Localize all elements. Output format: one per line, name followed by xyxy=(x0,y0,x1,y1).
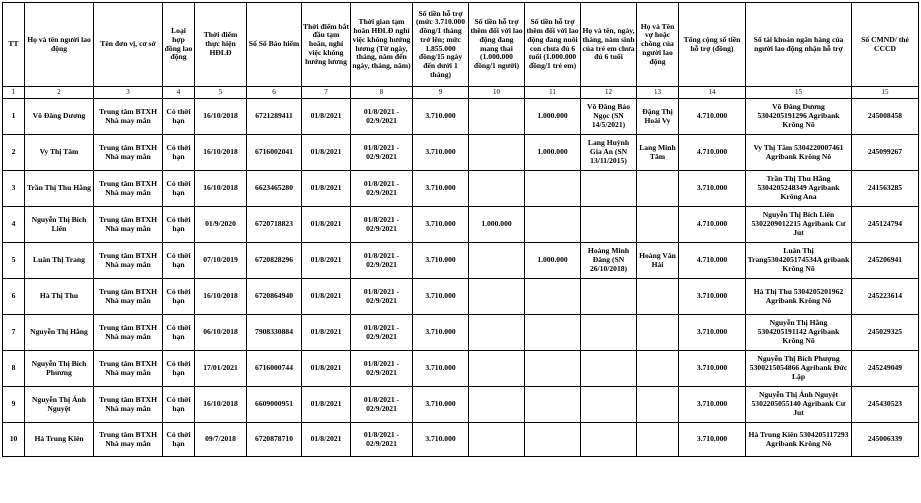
cell-pause-period: 01/8/2021 - 02/9/2021 xyxy=(351,423,413,457)
cell-pause-start: 01/8/2021 xyxy=(302,99,351,135)
table-row xyxy=(3,207,919,243)
cell-unit: Trung tâm BTXH Nhà may mắn xyxy=(94,387,163,423)
cell-total: 3.710.000 xyxy=(679,351,746,387)
cell-tt: 5 xyxy=(3,243,25,279)
cell-start: 07/10/2019 xyxy=(195,243,247,279)
cell-child xyxy=(581,171,637,207)
cell-bank: Nguyễn Thị Ánh Nguyệt 5302205055140 Agribank Cư Jut xyxy=(746,387,852,423)
cell-bank: Trần Thị Thu Hằng 5304205248349 Agribank Krông Ana xyxy=(746,171,852,207)
cell-tt: 8 xyxy=(3,351,25,387)
cell-pause-start: 01/8/2021 xyxy=(302,315,351,351)
cell-bank: Nguyễn Thị Bích Phượng 5300215054866 Agribank Đức Lập xyxy=(746,351,852,387)
cell-total: 3.710.000 xyxy=(679,279,746,315)
cell-tt: 1 xyxy=(3,99,25,135)
cell-spouse xyxy=(637,207,679,243)
table-row xyxy=(3,351,919,387)
cell-start: 01/9/2020 xyxy=(195,207,247,243)
header-cell-child-support: Số tiền hỗ trợ thêm đối với lao động đang nuôi con chưa đủ 6 tuổi (1.000.000 đồng/1 trẻ em) xyxy=(525,3,581,87)
cell-tt: 10 xyxy=(3,423,25,457)
cell-tt: 2 xyxy=(3,135,25,171)
cell-unit: Trung tâm BTXH Nhà may mắn xyxy=(94,315,163,351)
cell-total: 4.710.000 xyxy=(679,243,746,279)
cell-child-support xyxy=(525,207,581,243)
cell-tt: 9 xyxy=(3,387,25,423)
cell-pause-period: 01/8/2021 - 02/9/2021 xyxy=(351,207,413,243)
cell-unit: Trung tâm BTXH Nhà may mắn xyxy=(94,171,163,207)
cell-start: 16/10/2018 xyxy=(195,279,247,315)
table-row xyxy=(3,243,919,279)
cell-pause-start: 01/8/2021 xyxy=(302,135,351,171)
cell-child-support xyxy=(525,387,581,423)
cell-insurance: 6609000951 xyxy=(247,387,302,423)
header-cell-id-card: Số CMND/ thẻ CCCD xyxy=(852,3,919,87)
column-number: 8 xyxy=(351,87,413,99)
column-number: 4 xyxy=(163,87,195,99)
header-cell-child: Họ và tên, ngày, tháng, năm sinh của trẻ em chưa đủ 6 tuổi xyxy=(581,3,637,87)
cell-child-support xyxy=(525,351,581,387)
cell-spouse xyxy=(637,315,679,351)
cell-support: 3.710.000 xyxy=(413,423,469,457)
column-number: 12 xyxy=(581,87,637,99)
cell-total: 4.710.000 xyxy=(679,207,746,243)
cell-bank: Luân Thị Trang5304205174534A gribank Krông Nô xyxy=(746,243,852,279)
cell-id-card: 245099267 xyxy=(852,135,919,171)
table-row xyxy=(3,279,919,315)
cell-child xyxy=(581,315,637,351)
cell-support: 3.710.000 xyxy=(413,243,469,279)
cell-support: 3.710.000 xyxy=(413,135,469,171)
header-cell-pause-period: Thời gian tạm hoãn HĐLĐ nghỉ việc không hưởng lương (Từ ngày, tháng, năm đến ngày, tháng, năm) xyxy=(351,3,413,87)
column-number: 1 xyxy=(3,87,25,99)
document-page xyxy=(2,2,919,457)
cell-pause-period: 01/8/2021 - 02/9/2021 xyxy=(351,243,413,279)
cell-pause-period: 01/8/2021 - 02/9/2021 xyxy=(351,99,413,135)
cell-start: 09/7/2018 xyxy=(195,423,247,457)
cell-id-card: 245223614 xyxy=(852,279,919,315)
cell-spouse xyxy=(637,171,679,207)
cell-start: 16/10/2018 xyxy=(195,387,247,423)
header-cell-unit: Tên đơn vị, cơ sở xyxy=(94,3,163,87)
cell-start: 16/10/2018 xyxy=(195,171,247,207)
cell-child-support xyxy=(525,279,581,315)
cell-contract: Có thời hạn xyxy=(163,423,195,457)
cell-child xyxy=(581,351,637,387)
header-cell-contract: Loại hợp đồng lao động xyxy=(163,3,195,87)
cell-total: 3.710.000 xyxy=(679,423,746,457)
cell-spouse xyxy=(637,351,679,387)
cell-contract: Có thời hạn xyxy=(163,351,195,387)
cell-insurance: 6720718823 xyxy=(247,207,302,243)
cell-insurance: 6623465280 xyxy=(247,171,302,207)
cell-spouse xyxy=(637,387,679,423)
cell-pause-period: 01/8/2021 - 02/9/2021 xyxy=(351,135,413,171)
cell-id-card: 245430523 xyxy=(852,387,919,423)
cell-spouse xyxy=(637,279,679,315)
cell-id-card: 245029325 xyxy=(852,315,919,351)
cell-tt: 4 xyxy=(3,207,25,243)
cell-child-support xyxy=(525,423,581,457)
cell-child: Võ Đăng Bảo Ngọc (SN 14/5/2021) xyxy=(581,99,637,135)
cell-insurance: 6716000744 xyxy=(247,351,302,387)
cell-total: 4.710.000 xyxy=(679,99,746,135)
header-cell-pause-start: Thời điểm bắt đầu tạm hoãn, nghỉ việc không hưởng lương xyxy=(302,3,351,87)
cell-insurance: 6720864940 xyxy=(247,279,302,315)
column-number: 5 xyxy=(195,87,247,99)
cell-pregnant xyxy=(469,423,525,457)
cell-id-card: 245124794 xyxy=(852,207,919,243)
cell-contract: Có thời hạn xyxy=(163,135,195,171)
cell-name: Hà Trung Kiên xyxy=(25,423,94,457)
cell-tt: 6 xyxy=(3,279,25,315)
cell-pause-start: 01/8/2021 xyxy=(302,387,351,423)
cell-pregnant xyxy=(469,315,525,351)
cell-pause-start: 01/8/2021 xyxy=(302,207,351,243)
cell-child-support: 1.000.000 xyxy=(525,243,581,279)
column-number: 14 xyxy=(679,87,746,99)
header-cell-name: Họ và tên người lao động xyxy=(25,3,94,87)
cell-id-card: 245006339 xyxy=(852,423,919,457)
cell-pause-start: 01/8/2021 xyxy=(302,423,351,457)
cell-insurance: 6720878710 xyxy=(247,423,302,457)
cell-name: Vy Thị Tâm xyxy=(25,135,94,171)
header-cell-insurance: Số Sổ Bảo hiểm xyxy=(247,3,302,87)
cell-start: 16/10/2018 xyxy=(195,99,247,135)
column-number: 10 xyxy=(469,87,525,99)
cell-start: 06/10/2018 xyxy=(195,315,247,351)
cell-contract: Có thời hạn xyxy=(163,207,195,243)
cell-total: 3.710.000 xyxy=(679,387,746,423)
cell-pregnant xyxy=(469,135,525,171)
column-number: 2 xyxy=(25,87,94,99)
cell-support: 3.710.000 xyxy=(413,315,469,351)
header-cell-total: Tổng cộng số tiền hỗ trợ (đồng) xyxy=(679,3,746,87)
cell-name: Hà Thị Thu xyxy=(25,279,94,315)
table-body xyxy=(3,99,919,457)
cell-support: 3.710.000 xyxy=(413,99,469,135)
cell-id-card: 245206941 xyxy=(852,243,919,279)
cell-pause-period: 01/8/2021 - 02/9/2021 xyxy=(351,351,413,387)
cell-total: 3.710.000 xyxy=(679,315,746,351)
cell-total: 4.710.000 xyxy=(679,135,746,171)
cell-child xyxy=(581,423,637,457)
cell-pregnant xyxy=(469,351,525,387)
cell-insurance: 7908330884 xyxy=(247,315,302,351)
table-row xyxy=(3,423,919,457)
cell-unit: Trung tâm BTXH Nhà may mắn xyxy=(94,423,163,457)
cell-unit: Trung tâm BTXH Nhà may mắn xyxy=(94,207,163,243)
column-number: 15 xyxy=(746,87,852,99)
cell-pause-start: 01/8/2021 xyxy=(302,351,351,387)
cell-pregnant: 1.000.000 xyxy=(469,207,525,243)
cell-child-support xyxy=(525,315,581,351)
cell-child xyxy=(581,387,637,423)
cell-insurance: 6716002041 xyxy=(247,135,302,171)
column-number: 3 xyxy=(94,87,163,99)
column-number: 9 xyxy=(413,87,469,99)
cell-tt: 7 xyxy=(3,315,25,351)
cell-bank: Hà Trung Kiên 5304205117293 Agribank Krông Nô xyxy=(746,423,852,457)
cell-pregnant xyxy=(469,171,525,207)
cell-bank: Võ Đăng Dương 5304205191296 Agribank Krông Nô xyxy=(746,99,852,135)
cell-name: Võ Đăng Dương xyxy=(25,99,94,135)
cell-contract: Có thời hạn xyxy=(163,99,195,135)
cell-child xyxy=(581,207,637,243)
cell-contract: Có thời hạn xyxy=(163,315,195,351)
cell-unit: Trung tâm BTXH Nhà may mắn xyxy=(94,243,163,279)
cell-support: 3.710.000 xyxy=(413,207,469,243)
cell-spouse: Đặng Thị Hoài Vy xyxy=(637,99,679,135)
header-cell-tt: TT xyxy=(3,3,25,87)
cell-bank: Hà Thị Thu 5304205201962 Agribank Krông Nô xyxy=(746,279,852,315)
cell-unit: Trung tâm BTXH Nhà may mắn xyxy=(94,279,163,315)
column-number: 11 xyxy=(525,87,581,99)
column-number: 6 xyxy=(247,87,302,99)
cell-unit: Trung tâm BTXH Nhà may mắn xyxy=(94,99,163,135)
cell-insurance: 6720828296 xyxy=(247,243,302,279)
cell-bank: Nguyễn Thị Hằng 5304205191142 Agribank Krông Nô xyxy=(746,315,852,351)
table-row xyxy=(3,315,919,351)
cell-child-support: 1.000.000 xyxy=(525,135,581,171)
header-cell-bank: Số tài khoản ngân hàng của người lao động nhận hỗ trợ xyxy=(746,3,852,87)
header-cell-pregnant: Số tiền hỗ trợ thêm đối với lao động đang mang thai (1.000.000 đồng/1 người) xyxy=(469,3,525,87)
cell-insurance: 6721289411 xyxy=(247,99,302,135)
cell-tt: 3 xyxy=(3,171,25,207)
cell-support: 3.710.000 xyxy=(413,387,469,423)
cell-name: Nguyễn Thị Ánh Nguyệt xyxy=(25,387,94,423)
cell-child-support xyxy=(525,171,581,207)
cell-pregnant xyxy=(469,243,525,279)
table-row xyxy=(3,387,919,423)
cell-support: 3.710.000 xyxy=(413,351,469,387)
header-row xyxy=(3,3,919,87)
header-cell-start: Thời điểm thực hiện HĐLĐ xyxy=(195,3,247,87)
cell-id-card: 241563285 xyxy=(852,171,919,207)
cell-contract: Có thời hạn xyxy=(163,279,195,315)
cell-child xyxy=(581,279,637,315)
cell-name: Nguyễn Thị Bích Phương xyxy=(25,351,94,387)
cell-pregnant xyxy=(469,279,525,315)
cell-pregnant xyxy=(469,99,525,135)
table-row xyxy=(3,99,919,135)
cell-id-card: 245008458 xyxy=(852,99,919,135)
cell-spouse: Hoàng Văn Hải xyxy=(637,243,679,279)
cell-pause-start: 01/8/2021 xyxy=(302,171,351,207)
column-number-row xyxy=(3,87,919,99)
cell-contract: Có thời hạn xyxy=(163,171,195,207)
cell-name: Nguyễn Thị Bích Liên xyxy=(25,207,94,243)
cell-contract: Có thời hạn xyxy=(163,243,195,279)
cell-spouse: Lang Minh Tâm xyxy=(637,135,679,171)
cell-total: 3.710.000 xyxy=(679,171,746,207)
cell-support: 3.710.000 xyxy=(413,171,469,207)
column-number: 15 xyxy=(852,87,919,99)
cell-unit: Trung tâm BTXH Nhà may mắn xyxy=(94,135,163,171)
cell-pause-period: 01/8/2021 - 02/9/2021 xyxy=(351,387,413,423)
cell-start: 16/10/2018 xyxy=(195,135,247,171)
cell-support: 3.710.000 xyxy=(413,279,469,315)
column-number: 7 xyxy=(302,87,351,99)
cell-name: Trần Thị Thu Hằng xyxy=(25,171,94,207)
table-row xyxy=(3,171,919,207)
cell-pause-start: 01/8/2021 xyxy=(302,279,351,315)
header-cell-spouse: Họ và Tên vợ hoặc chồng của người lao động xyxy=(637,3,679,87)
header-cell-support: Số tiền hỗ trợ (mức 3.710.000 đồng/1 tháng trở lên; mức 1.855.000 đồng/15 ngày đến dưới 1 tháng) xyxy=(413,3,469,87)
table-row xyxy=(3,135,919,171)
cell-name: Luân Thị Trang xyxy=(25,243,94,279)
cell-pause-period: 01/8/2021 - 02/9/2021 xyxy=(351,315,413,351)
cell-pause-start: 01/8/2021 xyxy=(302,243,351,279)
column-number: 13 xyxy=(637,87,679,99)
cell-bank: Vy Thị Tâm 5304220007461 Agribank Krông Nô xyxy=(746,135,852,171)
support-list-table xyxy=(2,2,919,457)
cell-name: Nguyễn Thị Hằng xyxy=(25,315,94,351)
cell-id-card: 245249049 xyxy=(852,351,919,387)
cell-start: 17/01/2021 xyxy=(195,351,247,387)
cell-spouse xyxy=(637,423,679,457)
cell-pregnant xyxy=(469,387,525,423)
cell-child-support: 1.000.000 xyxy=(525,99,581,135)
cell-child: Lang Huỳnh Gia An (SN 13/11/2015) xyxy=(581,135,637,171)
cell-bank: Nguyễn Thị Bích Liên 5302209012215 Agribank Cư Jut xyxy=(746,207,852,243)
cell-pause-period: 01/8/2021 - 02/9/2021 xyxy=(351,171,413,207)
cell-contract: Có thời hạn xyxy=(163,387,195,423)
cell-unit: Trung tâm BTXH Nhà may mắn xyxy=(94,351,163,387)
cell-child: Hoàng Minh Đăng (SN 26/10/2018) xyxy=(581,243,637,279)
cell-pause-period: 01/8/2021 - 02/9/2021 xyxy=(351,279,413,315)
